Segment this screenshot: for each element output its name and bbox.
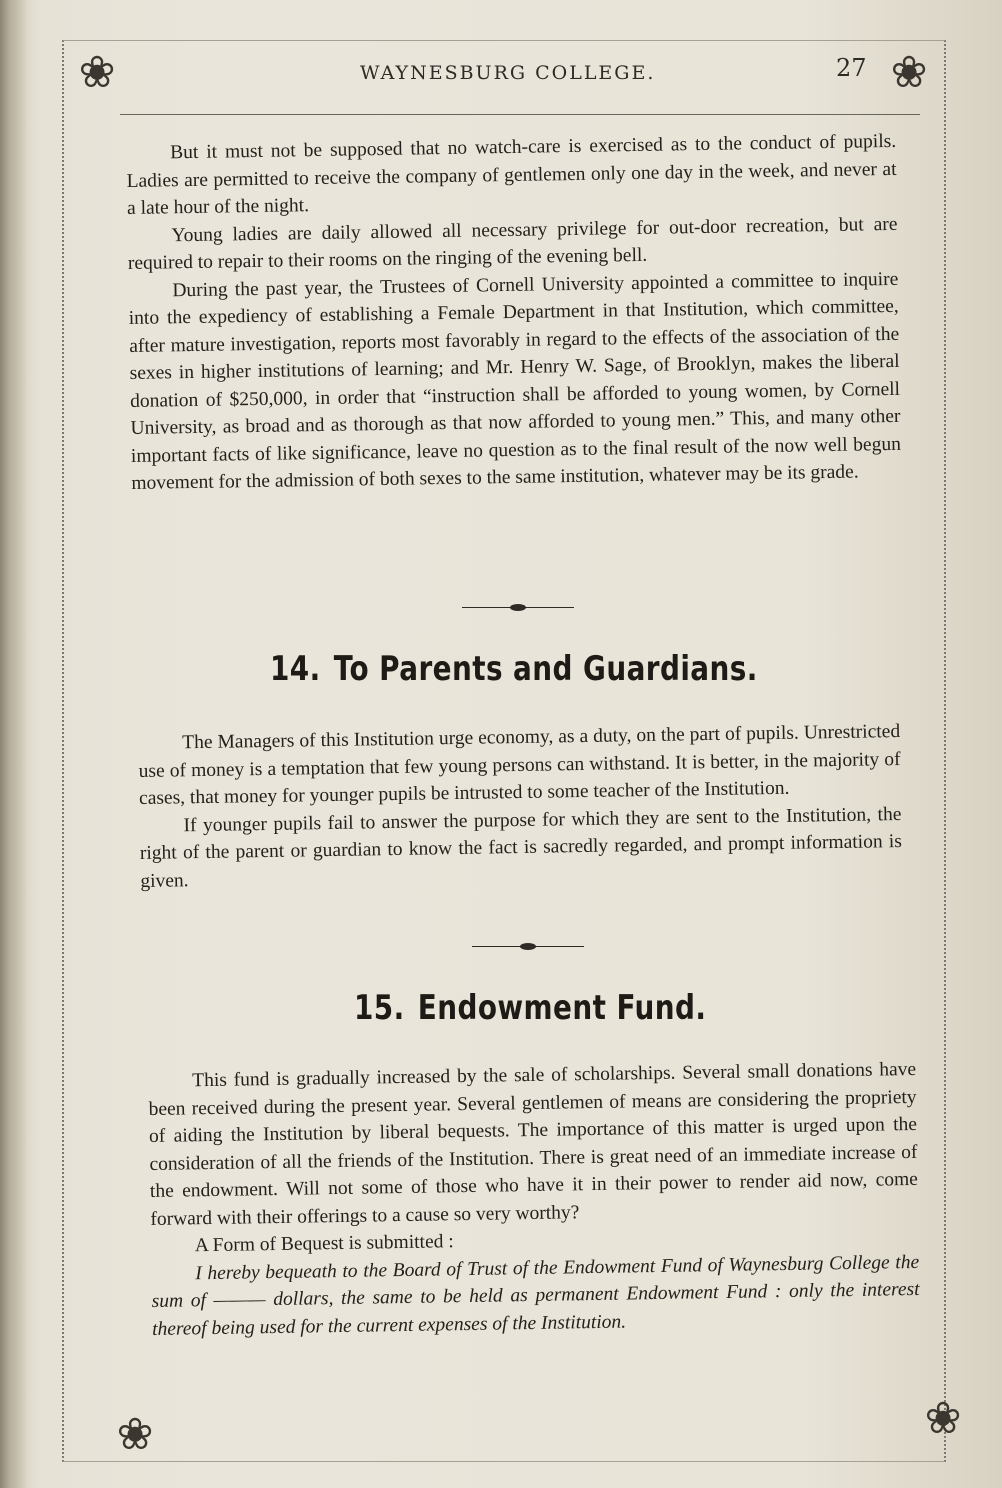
- section-15-body: [148, 1056, 920, 1343]
- section-title: Endowment Fund.: [417, 988, 707, 1028]
- head-rule: [120, 114, 920, 115]
- binding-shadow: [0, 0, 28, 1488]
- paragraph: But it must not be supposed that no watch-care is exercised as to the conduct of pupils. Ladies are permitted to receive the company of gentlemen only one day in the week, and never at a late hour of the night.: [126, 130, 897, 219]
- section-13-continued: [126, 128, 902, 498]
- section-14-body: [138, 718, 902, 895]
- running-head-title: WAYNESBURG COLLEGE.: [360, 62, 656, 84]
- paragraph: A Form of Bequest is submitted :: [194, 1231, 454, 1257]
- paragraph: During the past year, the Trustees of Cornell University appointed a committee to inquire into the expediency of establishing a Female Department in that Institution, which committee, after mature investigation, reports most favorably in regard to the effects of the association of the sexes in higher institutions of learning; and Mr. Henry W. Sage, of Brooklyn, makes the liberal donation of $250,000, in order that “instruction shall be afforded to young women, by Cornell University, as broad and as thorough as that now afforded to young men.” This, and many other important facts of like significance, leave no question as to the final result of the now well begun movement for the admission of both sexes to the same institution, whatever may be its grade.: [128, 268, 902, 494]
- paragraph: If younger pupils fail to answer the purpose for which they are sent to the Institution, the right of the parent or guardian to know the fact is sacredly regarded, and prompt information is given.: [139, 803, 903, 892]
- section-divider: [472, 940, 584, 954]
- section-title: To Parents and Guardians.: [333, 649, 758, 689]
- bequest-form: I hereby bequeath to the Board of Trust of the Endowment Fund of Waynesburg College the sum of ——— dollars, the same to be held as permanent Endowment Fund : only the interest thereof being used for the current expenses of the Institution.: [151, 1251, 920, 1340]
- section-heading: [270, 649, 758, 689]
- corner-ornament-icon: ❀: [924, 1393, 962, 1444]
- section-divider: [462, 601, 574, 615]
- corner-ornament-icon: ❀: [890, 47, 928, 98]
- section-number: 14.: [270, 649, 321, 689]
- section-heading: [354, 988, 706, 1028]
- page-number: 27: [836, 54, 867, 82]
- paragraph: The Managers of this Institution urge economy, as a duty, on the part of pupils. Unrestricted use of money is a temptation that few young persons can withstand. It is better, in the majority of cases, that money for younger pupils be intrusted to some teacher of the Institution.: [138, 721, 901, 809]
- paragraph: Young ladies are daily allowed all necessary privilege for out-door recreation, but are required to repair to their rooms on the ringing of the evening bell.: [127, 213, 898, 274]
- corner-ornament-icon: ❀: [116, 1409, 154, 1460]
- section-number: 15.: [354, 988, 405, 1028]
- paragraph: This fund is gradually increased by the sale of scholarships. Several small donations have been received during the present year. Several gentlemen of means are considering the propriety of aiding the Institution by liberal bequests. The importance of this matter is urged upon the consideration of all the friends of the Institution. There is great need of an immediate increase of the endowment. Will not some of those who have it in their power to render aid now, come forward with their offerings to a cause so very worthy?: [148, 1058, 919, 1230]
- corner-ornament-icon: ❀: [78, 47, 116, 98]
- running-head: [120, 54, 920, 120]
